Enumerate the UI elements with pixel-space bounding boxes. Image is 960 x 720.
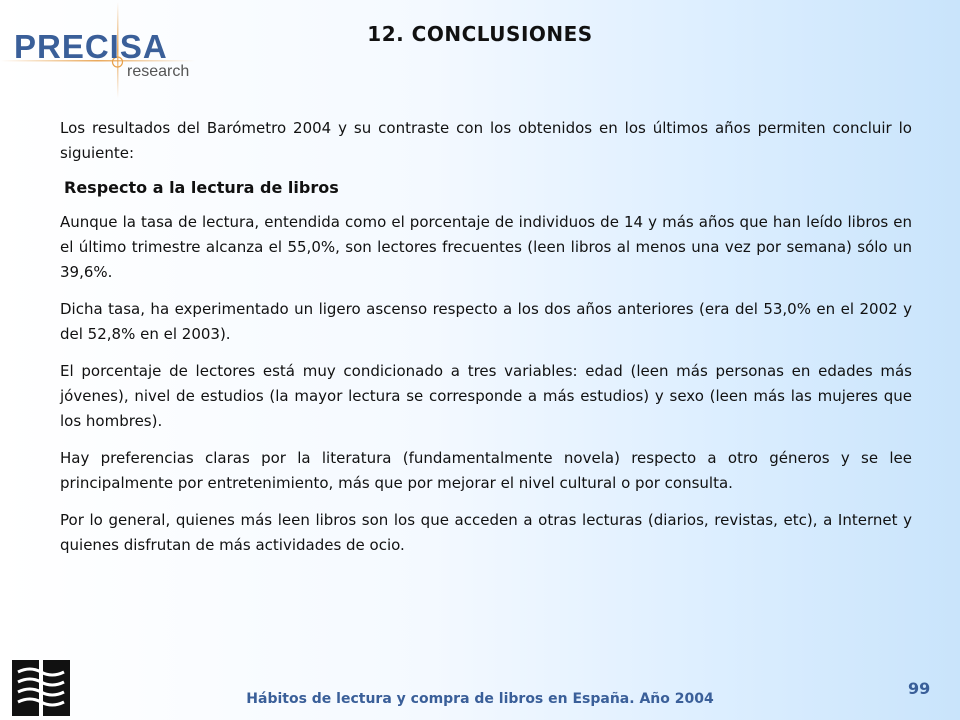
paragraph: Aunque la tasa de lectura, entendida como el porcentaje de individuos de 14 y más años que han leído libros en el último trimestre alcanza el 55,0%, son lectores frecuentes (leen libros al menos una vez por semana) sólo un 39,6%. [60,213,912,281]
logo-sub-text: research [127,63,190,80]
paragraph: Hay preferencias claras por la literatura (fundamentalmente novela) respecto a otro géneros y se lee principalmente por entretenimiento, más que por mejorar el nivel cultural o por consulta. [60,449,912,492]
section-heading: Respecto a la lectura de libros [64,178,339,197]
paragraph: El porcentaje de lectores está muy condicionado a tres variables: edad (leen más personas en edades más jóvenes), nivel de estudios (la mayor lectura se corresponde a más estudios) y sexo (leen más las mujeres que los hombres). [60,362,912,430]
publisher-logo-icon [12,660,70,716]
paragraph: Dicha tasa, ha experimentado un ligero ascenso respecto a los dos años anteriores (era del 53,0% en el 2002 y del 52,8% en el 2003). [60,300,912,343]
page-title: 12. CONCLUSIONES [367,22,593,46]
intro-paragraph: Los resultados del Barómetro 2004 y su contraste con los obtenidos en los últimos años permiten concluir lo siguiente: [60,119,912,162]
page-number: 99 [908,679,931,698]
logo-brand-text: PRECISA [14,28,168,65]
precisa-research-logo [0,0,200,100]
footer-caption: Hábitos de lectura y compra de libros en España. Año 2004 [246,691,714,707]
document-body [60,116,912,570]
paragraph: Por lo general, quienes más leen libros son los que acceden a otras lecturas (diarios, revistas, etc), a Internet y quienes disfrutan de más actividades de ocio. [60,511,912,554]
